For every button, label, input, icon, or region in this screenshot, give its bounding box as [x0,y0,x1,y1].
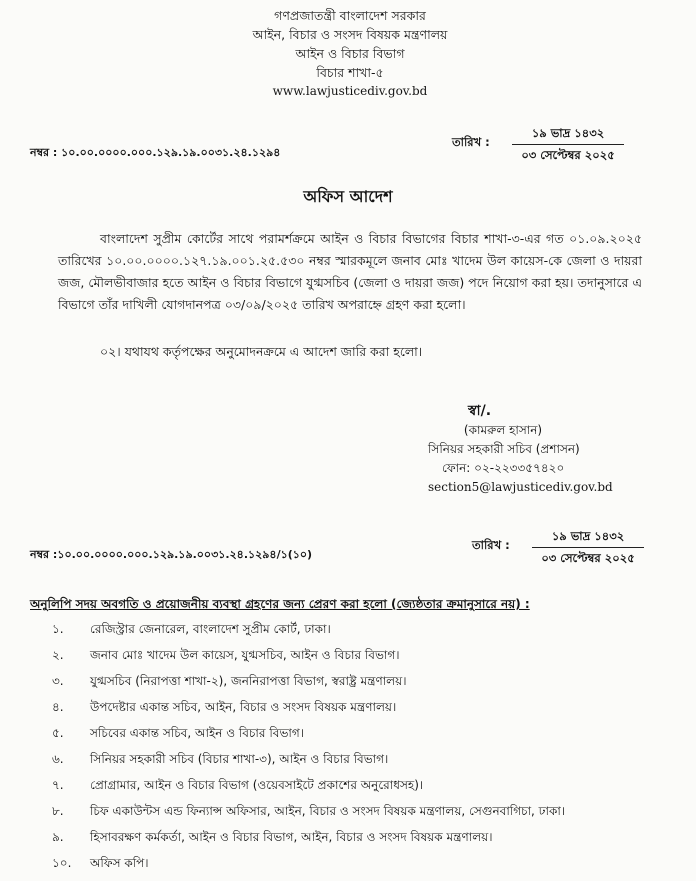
signed-mark: স্বা/. [468,403,492,419]
letterhead [220,6,480,101]
item-number: ৬. [52,752,64,766]
item-number: ৫. [52,726,64,740]
item-number: ৪. [52,700,64,714]
date-bangla: ১৯ ভাদ্র ১৪৩২ [551,529,625,543]
signatory-name: (কামরুল হাসান) [463,423,543,437]
signatory-designation: সিনিয়র সহকারী সচিব (প্রশাসন) [428,442,580,456]
item-text: অফিস কপি। [90,856,149,870]
item-text: রেজিস্ট্রার জেনারেল, বাংলাদেশ সুপ্রীম কোর্ট, ঢাকা। [90,622,331,636]
signatory-email[interactable]: section5@lawjusticediv.gov.bd [428,480,613,494]
section-name: বিচার শাখা-৫ [316,65,384,80]
date-divider [512,144,624,145]
item-number: ১০. [52,856,72,870]
document-title: অফিস আদেশ [303,187,393,206]
item-text: যুগ্মসচিব (নিরাপত্তা শাখা-২), জননিরাপত্তা বিভাগ, স্বরাষ্ট্র মন্ত্রণালয়। [90,674,407,688]
item-number: ৭. [52,778,64,792]
order-paragraph-1: বাংলাদেশ সুপ্রীম কোর্টের সাথে পরামর্শক্রমে আইন ও বিচার বিভাগের বিচার শাখা-৩-এর গত ০১.০৯.২০২৫ তারিখের ১০.০০.০০০০.১২৭.১৯.০০১.২৫.৫৩০ নম্বর স্মারকমূলে জনাব মোঃ খাদেম উল কায়েস-কে জেলা ও দায়রা জজ, মৌলভীবাজার হতে আইন ও বিচার বিভাগে যুগ্মসচিব (জেলা ও দায়রা জজ) পদে নিয়োগ করা হয়। তদানুসারে এ বিভাগে তাঁর দাখিলী যোগদানপত্র ০৩/০৯/২০২৫ তারিখ অপরাহ্নে গ্রহণ করা হলো। [58,231,642,312]
cc-heading: অনুলিপি সদয় অবগতি ও প্রয়োজনীয় ব্যবস্থা গ্রহণের জন্য প্রেরণ করা হলো (জ্যেষ্ঠতার ক্রমানুসারে নয়) : [30,597,530,611]
item-number: ৯. [52,830,64,844]
government-name: গণপ্রজাতন্ত্রী বাংলাদেশ সরকার [274,8,426,23]
ministry-name: আইন, বিচার ও সংসদ বিষয়ক মন্ত্রণালয় [252,27,448,42]
item-number: ৩. [52,674,64,688]
cc-memo-number: নম্বর :১০.০০.০০০০.০০০.১২৯.১৯.০০৩১.২৪.১২৯৪/১(১০) [30,548,313,561]
signatory-phone: ফোন: ০২-২২৩৩৫৭৪২০ [442,461,565,475]
date-divider [532,547,644,548]
item-text: জনাব মোঃ খাদেম উল কায়েস, যুগ্মসচিব, আইন ও বিচার বিভাগ। [90,648,400,662]
memo-date [452,125,632,165]
item-text: সিনিয়র সহকারী সচিব (বিচার শাখা-৩), আইন ও বিচার বিভাগ। [90,752,389,766]
item-number: ৮. [52,804,64,818]
item-text: প্রোগ্রামার, আইন ও বিচার বিভাগ (ওয়েবসাইটে প্রকাশের অনুরোধসহ)। [90,778,424,792]
date-label: তারিখ : [452,135,490,149]
item-number: ২. [52,648,64,662]
division-name: আইন ও বিচার বিভাগ [295,46,405,61]
item-number: ১. [52,622,64,636]
order-paragraph-2: ০২। যথাযথ কর্তৃপক্ষের অনুমোদনক্রমে এ আদেশ জারি করা হলো। [100,344,423,359]
item-text: হিসাবরক্ষণ কর্মকর্তা, আইন ও বিচার বিভাগ, আইন, বিচার ও সংসদ বিষয়ক মন্ত্রণালয়। [90,830,493,844]
date-gregorian: ০৩ সেপ্টেম্বর ২০২৫ [521,148,615,162]
item-text: সচিবের একান্ত সচিব, আইন ও বিচার বিভাগ। [90,726,305,740]
signature-block [428,402,668,497]
item-text: উপদেষ্টার একান্ত সচিব, আইন, বিচার ও সংসদ বিষয়ক মন্ত্রণালয়। [90,700,397,714]
date-label: তারিখ : [472,538,510,552]
date-bangla: ১৯ ভাদ্র ১৪৩২ [531,126,605,140]
date-gregorian: ০৩ সেপ্টেম্বর ২০২৫ [541,551,635,565]
cc-memo-date [472,528,652,568]
memo-number: নম্বর : ১০.০০.০০০০.০০০.১২৯.১৯.০০৩১.২৪.১২৯৪ [30,146,281,159]
website-link[interactable]: www.lawjusticediv.gov.bd [272,84,428,98]
item-text: চিফ একাউন্টস এন্ড ফিন্যান্স অফিসার, আইন, বিচার ও সংসদ বিষয়ক মন্ত্রণালয়, সেগুনবাগিচা, ঢাকা। [90,804,566,818]
